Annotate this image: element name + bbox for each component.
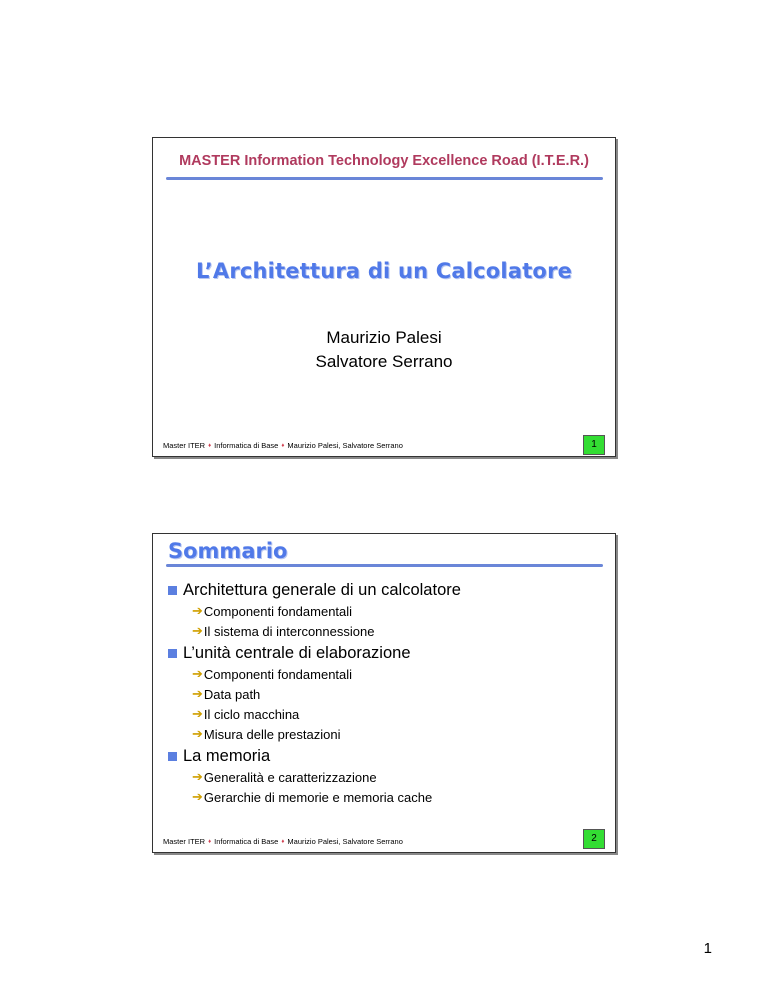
item-label: Il ciclo macchina [203,706,300,722]
outline-section [168,746,605,767]
slide-header: MASTER Information Technology Excellence Road (I.T.E.R.) [179,153,589,169]
outline-item [168,787,605,807]
arrow-right-icon: ➔ [192,686,203,701]
arrow-right-icon: ➔ [192,789,203,804]
footer-authors: Maurizio Palesi, Salvatore Serrano [287,441,403,450]
outline-item [168,704,605,724]
item-label: Gerarchie di memorie e memoria cache [203,789,433,805]
section-label: L’unità centrale di elaborazione [183,644,411,662]
header-rule [166,177,603,180]
arrow-right-icon: ➔ [192,603,203,618]
footer-course: Master ITER [163,441,206,450]
section-label: La memoria [183,747,271,765]
square-bullet-icon [168,649,177,658]
outline-section [168,580,605,601]
item-label: Il sistema di interconnessione [203,623,375,639]
slide-2 [152,533,616,853]
outline-section [168,643,605,664]
diamond-icon: ♦ [208,839,212,845]
item-label: Misura delle prestazioni [203,726,341,742]
footer-subject: Informatica di Base [214,837,279,846]
author-name: Salvatore Serrano [315,352,453,371]
slide-1 [152,137,616,457]
square-bullet-icon [168,752,177,761]
arrow-right-icon: ➔ [192,726,203,741]
outline-item [168,767,605,787]
slide-footer [163,441,403,450]
outline-item [168,664,605,684]
diamond-icon: ♦ [281,839,285,845]
item-label: Componenti fondamentali [203,603,353,619]
section-label: Architettura generale di un calcolatore [183,581,461,599]
item-label: Componenti fondamentali [203,666,353,682]
square-bullet-icon [168,586,177,595]
outline-item [168,724,605,744]
outline-item [168,601,605,621]
outline-item [168,684,605,704]
footer-course: Master ITER [163,837,206,846]
footer-subject: Informatica di Base [214,441,279,450]
footer-authors: Maurizio Palesi, Salvatore Serrano [287,837,403,846]
slide-title: L’Architettura di un Calcolatore [195,259,573,283]
page-number: 1 [703,940,712,957]
slide-title: Sommario [168,539,288,563]
diamond-icon: ♦ [208,443,212,449]
diamond-icon: ♦ [281,443,285,449]
arrow-right-icon: ➔ [192,666,203,681]
outline-list [168,578,605,807]
arrow-right-icon: ➔ [192,623,203,638]
outline-item [168,621,605,641]
slide-number-badge: 1 [583,435,605,455]
arrow-right-icon: ➔ [192,706,203,721]
title-rule [166,564,603,567]
slide-number-badge: 2 [583,829,605,849]
arrow-right-icon: ➔ [192,769,203,784]
author-name: Maurizio Palesi [326,328,442,347]
item-label: Generalità e caratterizzazione [203,769,377,785]
slide-footer [163,837,403,846]
item-label: Data path [203,686,261,702]
